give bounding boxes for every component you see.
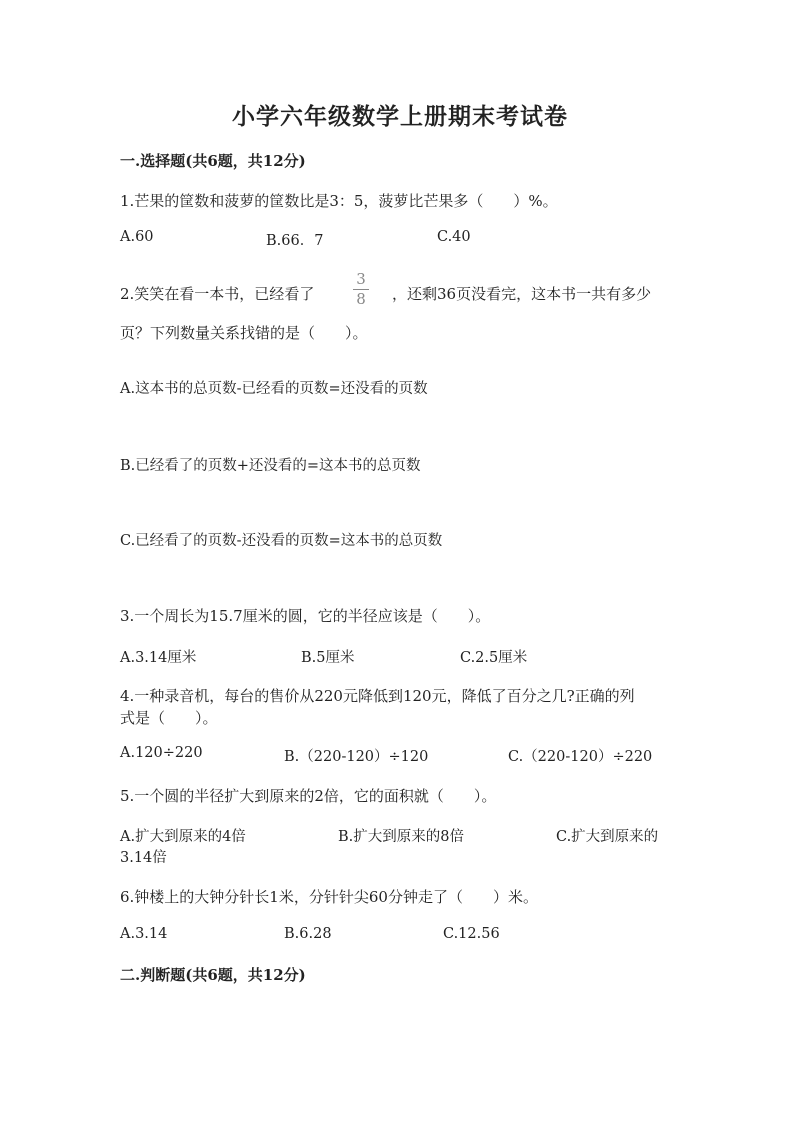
question-6-option-c: C.12.56	[443, 926, 500, 942]
question-1-option-b: B.66．7	[266, 233, 324, 249]
question-4-option-a: A.120÷220	[120, 745, 203, 761]
question-2-option-c: C.已经看了的页数-还没看的页数=这本书的总页数	[120, 533, 443, 549]
question-2-text-line2: 页？下列数量关系找错的是（ ）。	[120, 324, 368, 342]
question-5-option-b: B.扩大到原来的8倍	[338, 829, 464, 845]
question-5-text: 5.一个圆的半径扩大到原来的2倍，它的面积就（ ）。	[120, 787, 497, 805]
question-3-text: 3.一个周长为15.7厘米的圆，它的半径应该是（ ）。	[120, 607, 491, 625]
question-4-text-line2: 式是（ ）。	[120, 709, 218, 727]
fraction-denominator: 8	[356, 290, 366, 308]
question-1-option-c: C.40	[437, 229, 471, 245]
question-1-option-a: A.60	[120, 229, 154, 245]
question-2-option-a: A.这本书的总页数-已经看的页数=还没看的页数	[120, 381, 428, 397]
section-1-heading: 一.选择题(共6题，共12分)	[120, 152, 306, 170]
question-4-option-c: C.（220-120）÷220	[508, 749, 653, 765]
question-4-option-b: B.（220-120）÷120	[284, 749, 429, 765]
fraction-numerator: 3	[356, 270, 366, 288]
question-5-option-a: A.扩大到原来的4倍	[120, 829, 246, 845]
question-3-option-a: A.3.14厘米	[120, 650, 197, 666]
question-5-option-c-wrap: 3.14倍	[120, 850, 167, 866]
question-2-option-b: B.已经看了的页数+还没看的=这本书的总页数	[120, 458, 421, 474]
question-2-text-start: 2.笑笑在看一本书，已经看了	[120, 285, 315, 303]
question-2-fraction	[352, 272, 370, 307]
question-1-text: 1.芒果的筐数和菠萝的筐数比是3：5，菠萝比芒果多（ ）%。	[120, 192, 558, 210]
question-3-option-b: B.5厘米	[301, 650, 355, 666]
question-6-text: 6.钟楼上的大钟分针长1米，分针针尖60分钟走了（ ）米。	[120, 888, 538, 906]
question-2-text-end: ，还剩36页没看完，这本书一共有多少	[392, 285, 652, 303]
question-6-option-b: B.6.28	[284, 926, 332, 942]
question-6-option-a: A.3.14	[120, 926, 168, 942]
section-2-heading: 二.判断题(共6题，共12分)	[120, 966, 306, 984]
question-5-option-c: C.扩大到原来的	[556, 829, 659, 845]
page-title: 小学六年级数学上册期末考试卷	[232, 103, 568, 130]
question-3-option-c: C.2.5厘米	[460, 650, 528, 666]
question-4-text-line1: 4.一种录音机，每台的售价从220元降低到120元，降低了百分之几?正确的列	[120, 687, 635, 705]
